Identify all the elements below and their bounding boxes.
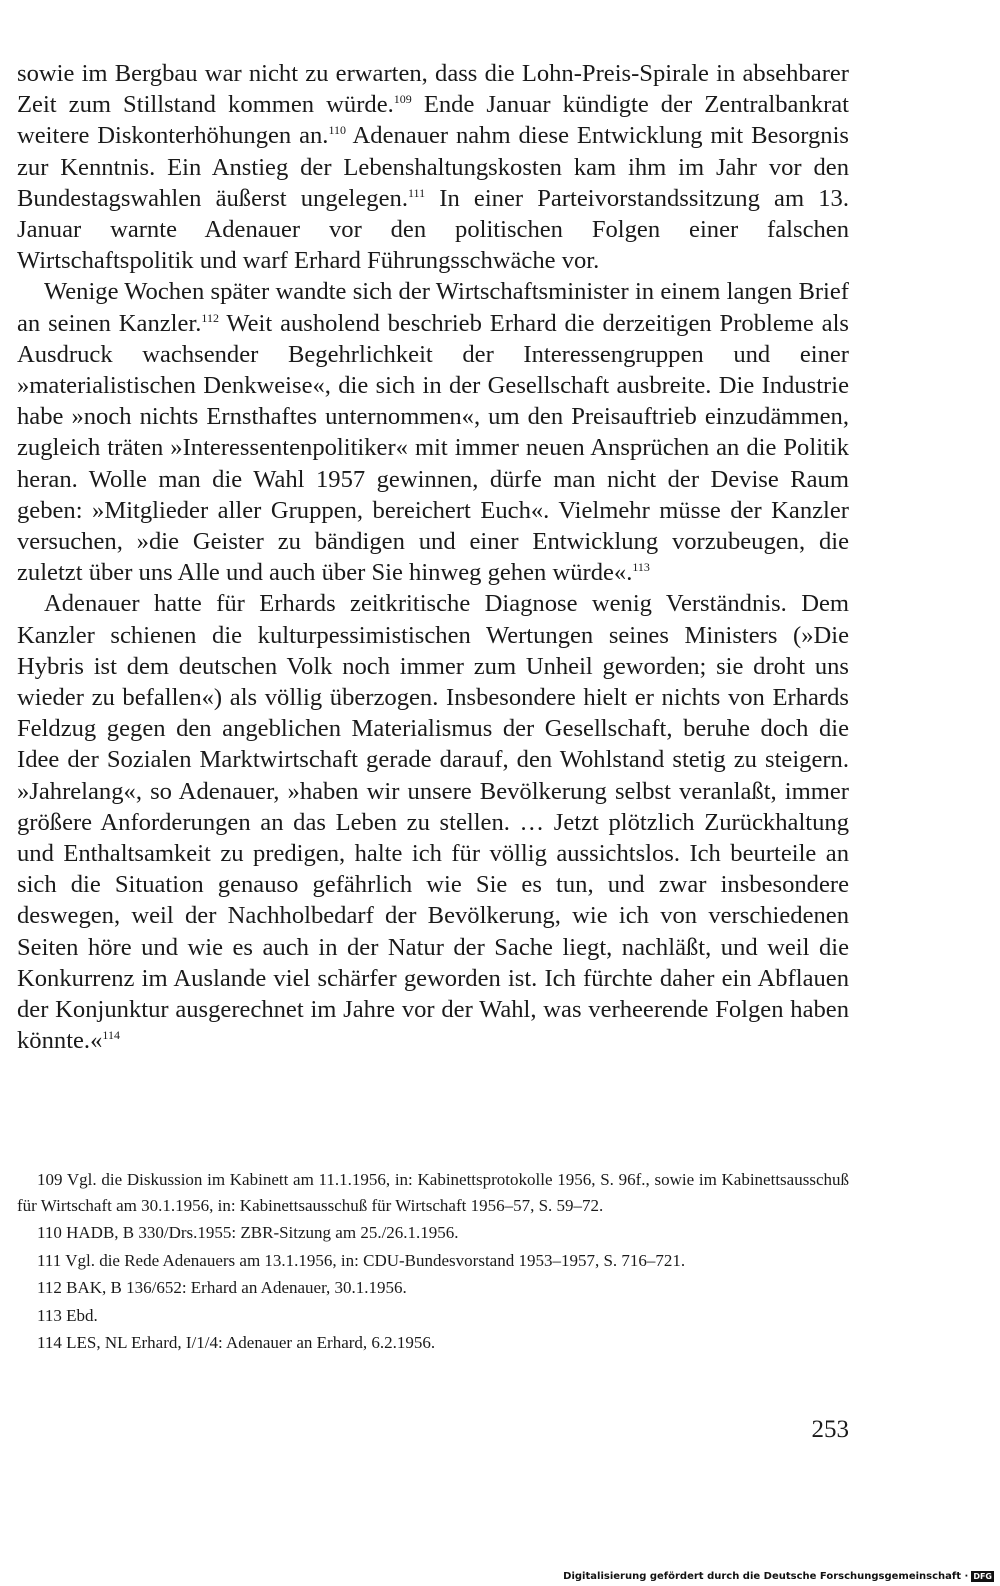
paragraph-1 [17,58,849,276]
footnote-number: 112 [37,1278,62,1297]
footnote-number: 113 [37,1305,62,1325]
footnote-ref-109[interactable]: 109 [393,92,412,107]
footnote-text: BAK, B 136/652: Erhard an Adenauer, 30.1.1956. [66,1278,407,1297]
footnote-text: Vgl. die Diskussion im Kabinett am 11.1.1956, in: Kabinettsprotokolle 1956, S. 96f., sowie im Kabinettsausschuß für Wirtschaft am 30.1.1956, in: Kabinettsausschuß für Wirtschaft 1956–57, S. 59–72. [17,1170,849,1215]
text-run: sowie im Bergbau war nicht zu erwarten, dass die Lohn-Preis-Spirale in absehbarer Zeit zum Stillstand kommen würde. [17,60,849,119]
footnote-ref-111[interactable]: 111 [407,185,426,200]
footnote-text: HADB, B 330/Drs.1955: ZBR-Sitzung am 25./26.1.1956. [66,1223,459,1242]
text-run: In einer Parteivorstandssitzung am 13. Januar warnte Adenauer vor den politischen Folgen einer falschen Wirtschaftspolitik und warf Erhard Führungsschwäche vor. [17,184,849,275]
text-run: Adenauer hatte für Erhards zeitkritische Diagnose wenig Verständnis. Dem Kanzler schienen die kulturpessimistischen Wertungen seines Ministers (»Die Hybris ist dem deutschen Volk noch immer zum Unheil geworden; sie droht uns wieder zu befallen«) als völlig überzogen. Insbesondere hielt er nichts von Erhards Feldzug gegen den angeblichen Materialismus der Gesellschaft, beruhe doch die Idee der Sozialen Marktwirtschaft gerade darauf, den Wohlstand stetig zu steigern. »Jahrelang«, so Adenauer, »haben wir unsere Bevölkerung selbst veranlaßt, immer größere Anforderungen an das Leben zu stellen. … Jetzt plötzlich Zurückhaltung und Enthaltsamkeit zu predigen, halte ich für völlig aussichtslos. Ich beurteile an sich die Situation genauso gefährlich wie Sie es tun, und zwar insbesondere deswegen, weil der Nachholbedarf der Bevölkerung, wie ich von verschiedenen Seiten höre und wie es auch in der Natur der Sache liegt, nachläßt, und weil die Konkurrenz im Auslande viel schärfer geworden ist. Ich fürchte daher ein Abflauen der Konjunktur ausgerechnet im Jahre vor der Wahl, was verheerende Folgen haben könnte.« [17,590,849,1055]
footnote-ref-113[interactable]: 113 [632,560,650,575]
footnote-text: Ebd. [66,1305,98,1325]
text-run: Wenige Wochen später wandte sich der Wirtschaftsminister in einem langen Brief an seinen Kanzler. [17,278,849,337]
footnote-ref-114[interactable]: 114 [102,1028,120,1043]
footnote-number: 109 [37,1170,63,1189]
body-text [17,58,849,1057]
footnote-109 [17,1167,849,1218]
page-number: 253 [811,1416,849,1443]
footnote-114 [17,1330,849,1356]
text-run: Adenauer nahm diese Entwicklung mit Besorgnis zur Kenntnis. Ein Anstieg der Lebenshaltungskosten kam ihm im Jahr vor den Bundestagswahlen äußerst ungelegen. [17,122,850,212]
text-run: Ende Januar kündigte der Zentralbankrat weitere Diskonterhöhungen an. [17,91,850,150]
footnote-113 [17,1303,849,1329]
footnote-number: 114 [37,1333,62,1352]
footnotes [17,1167,849,1356]
paragraph-2 [17,276,849,588]
paragraph-3 [17,588,849,1056]
footnote-112 [17,1275,849,1301]
footnote-number: 111 [37,1250,62,1270]
footnote-number: 110 [37,1223,62,1242]
digitization-credit [563,1571,994,1582]
footnote-text: LES, NL Erhard, I/1/4: Adenauer an Erhard, 6.2.1956. [66,1333,436,1352]
credit-text: Digitalisierung gefördert durch die Deutsche Forschungsgemeinschaft · [563,1571,969,1582]
footnote-111 [17,1248,849,1274]
footnote-110 [17,1220,849,1246]
text-run: Weit ausholend beschrieb Erhard die derzeitigen Probleme als Ausdruck wachsender Begehrlichkeit der Interessengruppen und einer »materialistischen Denkweise«, die sich in der Gesellschaft ausbreite. Die Industrie habe »noch nichts Ernsthaftes unternommen«, um den Preisauftrieb einzudämmen, zugleich träten »Interessentenpolitiker« mit immer neuen Ansprüchen an die Politik heran. Wolle man die Wahl 1957 gewinnen, dürfe man nicht der Devise Raum geben: »Mitglieder aller Gruppen, bereichert Euch«. Vielmehr müsse der Kanzler versuchen, »die Geister zu bändigen und einer Entwicklung vorzubeugen, die zuletzt über uns Alle und auch über Sie hinweg gehen würde«. [17,309,850,587]
footnote-ref-110[interactable]: 110 [328,123,347,138]
footnote-text: Vgl. die Rede Adenauers am 13.1.1956, in: CDU-Bundesvorstand 1953–1957, S. 716–721. [65,1250,686,1270]
footnote-ref-112[interactable]: 112 [201,310,219,325]
dfg-logo-icon: DFG [973,1572,992,1581]
